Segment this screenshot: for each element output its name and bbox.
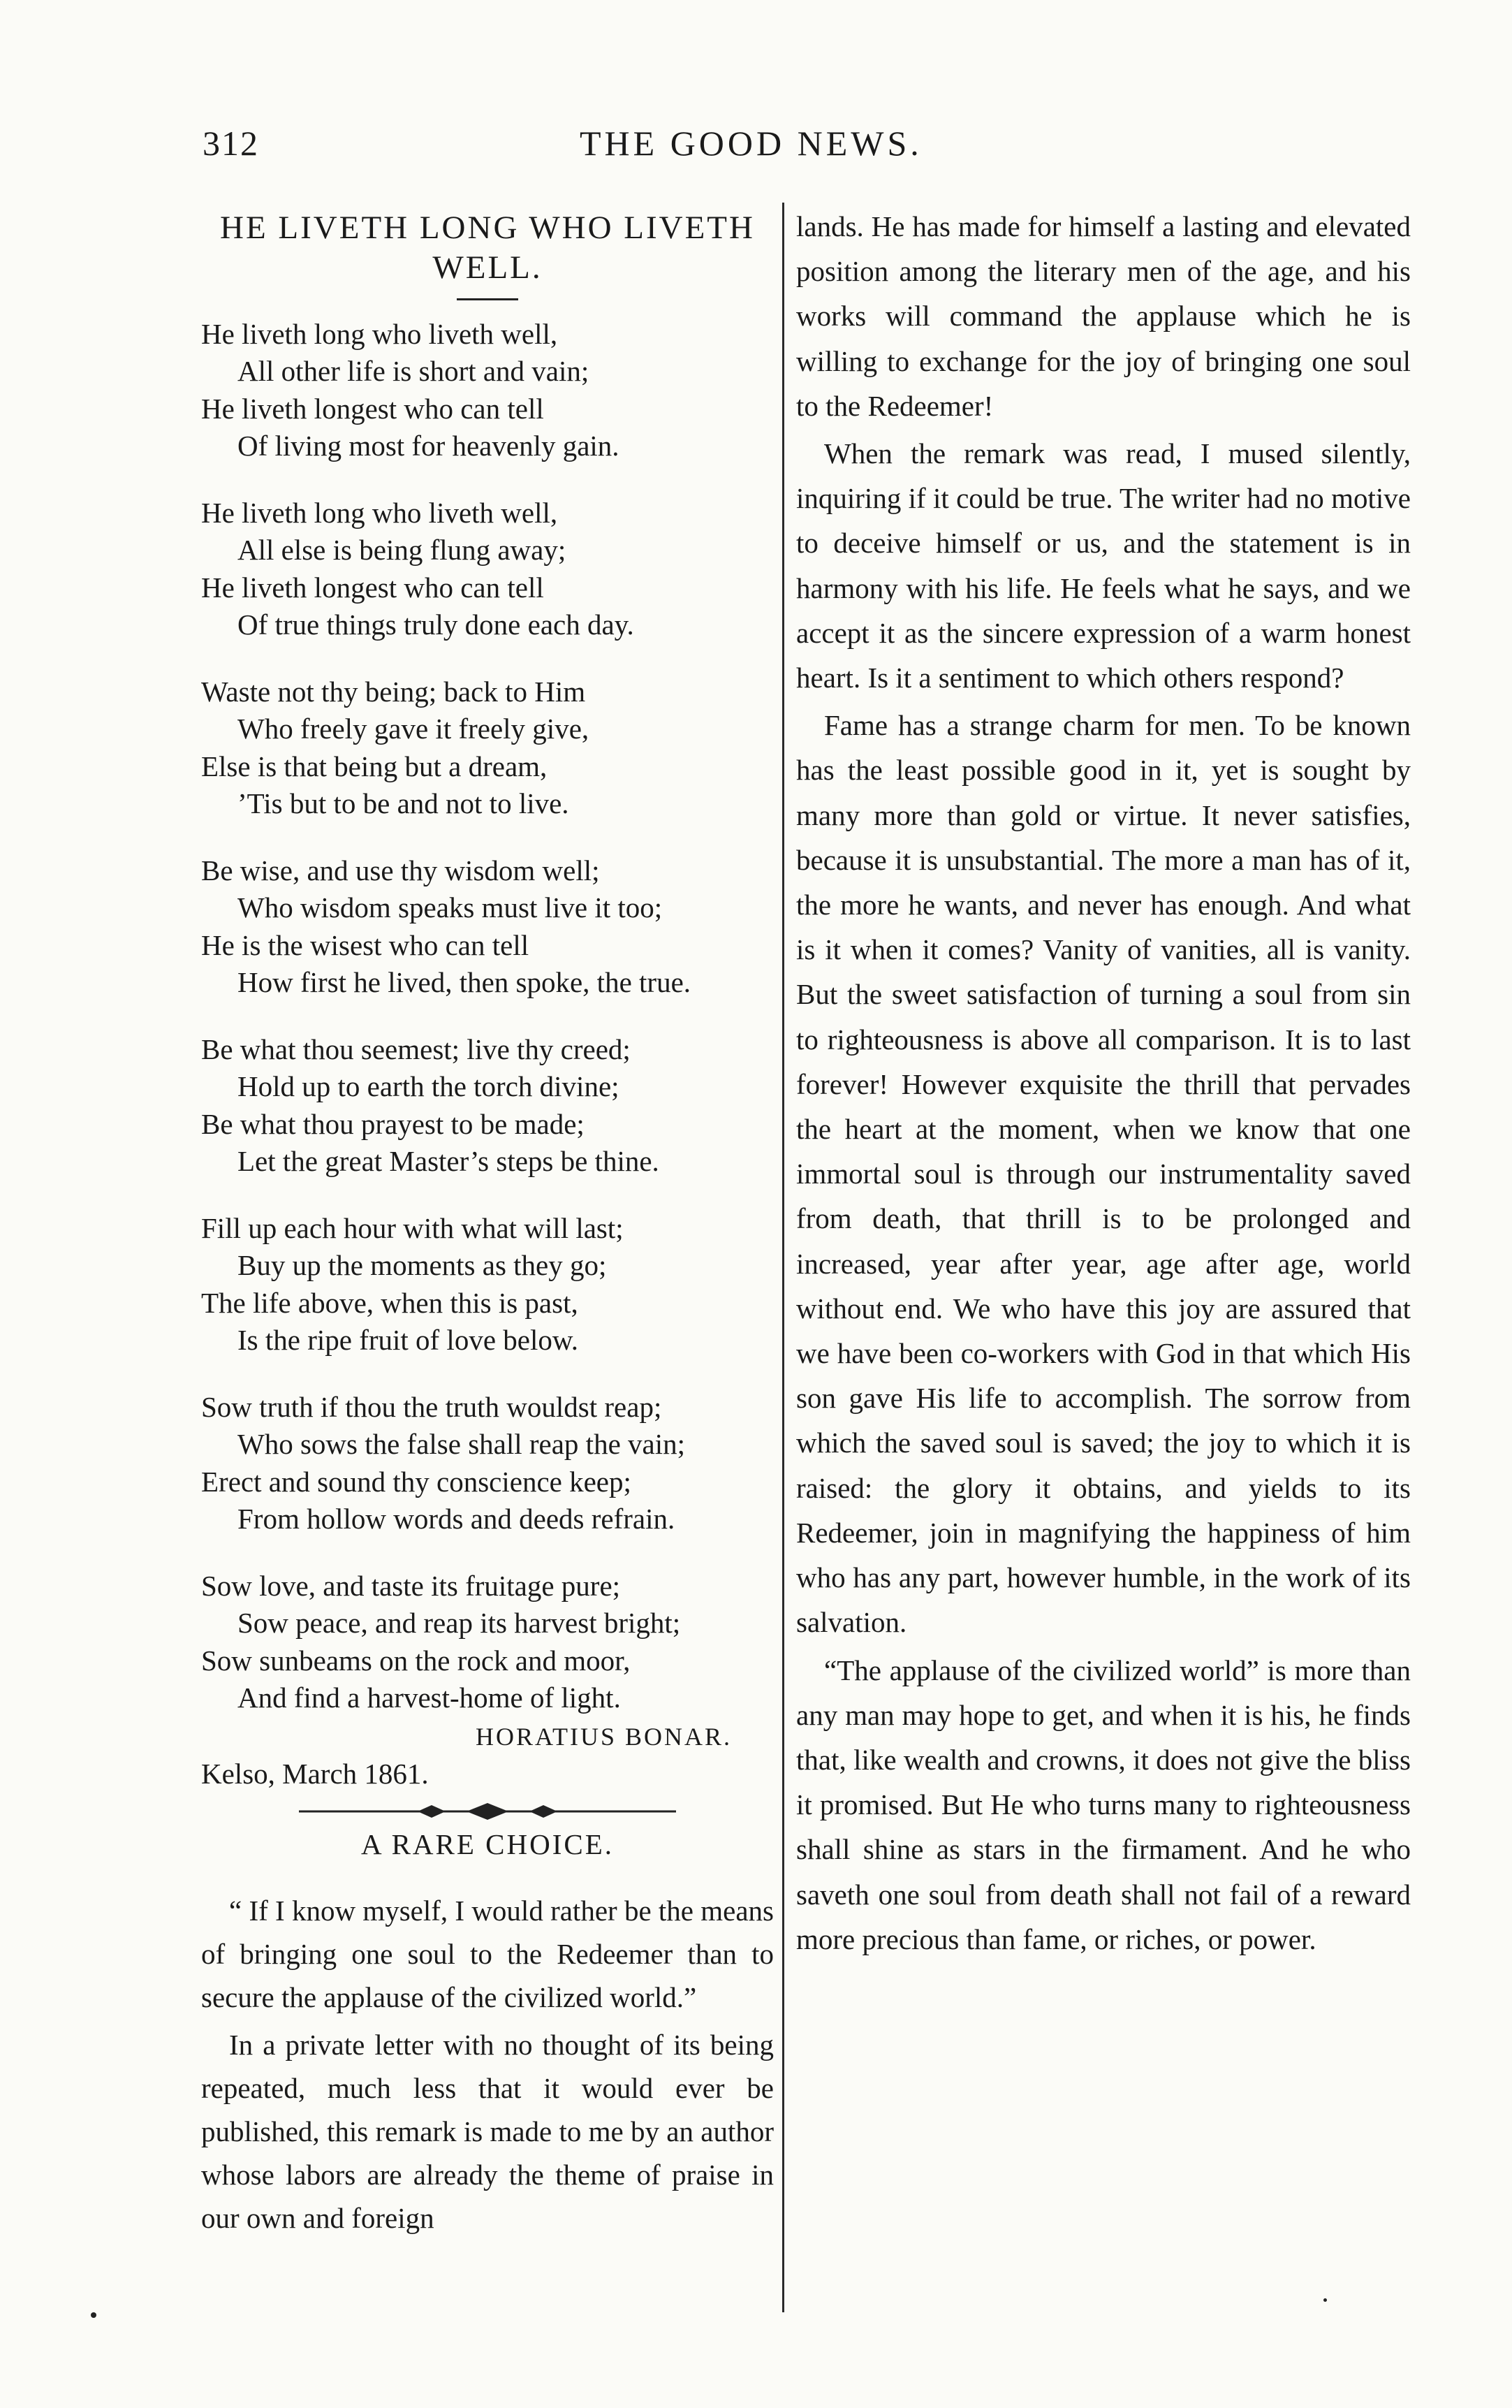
poem-line: Buy up the moments as they go; bbox=[237, 1249, 607, 1282]
poem-line: All else is being flung away; bbox=[237, 534, 566, 567]
poem-line: Fill up each hour with what will last; bbox=[201, 1211, 624, 1244]
left-column bbox=[201, 196, 774, 2240]
poem-line: Sow peace, and reap its harvest bright; bbox=[237, 1607, 681, 1640]
article-paragraph: “The applause of the civilized world” is more than any man may hope to get, and when it is his, he finds that, like wealth and crowns, it does not give the bliss it promised. But He who turns many to righteousness shall shine as stars in the firmament. And he who saveth one soul from death shall not fail of a reward more precious than fame, or riches, or power. bbox=[796, 1654, 1411, 1955]
poem-line: From hollow words and deeds refrain. bbox=[237, 1503, 675, 1535]
right-column bbox=[796, 204, 1411, 1962]
poem-stanza bbox=[201, 1389, 774, 1538]
poem-line: And find a harvest-home of light. bbox=[237, 1681, 621, 1714]
poem-line: He liveth longest who can tell bbox=[201, 571, 544, 604]
poem-line: Sow sunbeams on the rock and moor, bbox=[201, 1644, 631, 1677]
poem-line: Sow love, and taste its fruitage pure; bbox=[201, 1569, 621, 1602]
title-rule bbox=[457, 298, 518, 300]
poem-stanza bbox=[201, 495, 774, 644]
poem-line: Of true things truly done each day. bbox=[237, 608, 634, 641]
poem-line: ’Tis but to be and not to live. bbox=[237, 787, 569, 820]
poem-line: All other life is short and vain; bbox=[237, 355, 589, 388]
article-paragraph: When the remark was read, I mused silently, inquiring if it could be true. The writer had no motive to deceive himself or us, and the statement is in harmony with his life. He feels what he says, and we accept it as the sincere expression of a warm honest heart. Is it a sentiment to which others respond? bbox=[796, 437, 1411, 694]
page-header bbox=[203, 123, 1404, 172]
poem-line: Who sows the false shall reap the vain; bbox=[237, 1428, 686, 1461]
ink-speck bbox=[91, 2312, 96, 2318]
article-paragraph: “ If I know myself, I would rather be the means of bringing one soul to the Redeemer than to secure the applause of the civilized world.” bbox=[201, 1894, 774, 2013]
ink-speck bbox=[1323, 2298, 1327, 2302]
poem-line: Sow truth if thou the truth wouldst reap; bbox=[201, 1390, 662, 1423]
article-title: A RARE CHOICE. bbox=[360, 1827, 615, 1860]
poem-line: Hold up to earth the torch divine; bbox=[237, 1070, 619, 1103]
poem-line: Who freely gave it freely give, bbox=[237, 713, 589, 745]
poem-line: He liveth long who liveth well, bbox=[201, 317, 558, 350]
section-ornament bbox=[201, 1801, 774, 1822]
poem-line: How first he lived, then spoke, the true. bbox=[237, 966, 691, 999]
article-paragraph: lands. He has made for himself a lasting and elevated position among the literary men of the age, and his works will command the applause which he is willing to exchange for the joy of bringing one soul to the Redeemer! bbox=[796, 210, 1411, 422]
poem-stanza bbox=[201, 673, 774, 823]
poem-line: He liveth long who liveth well, bbox=[201, 496, 558, 529]
poem-line: Else is that being but a dream, bbox=[201, 750, 548, 782]
poem-line: He liveth longest who can tell bbox=[201, 392, 544, 425]
poem-stanza bbox=[201, 1210, 774, 1359]
poem-line: Erect and sound thy conscience keep; bbox=[201, 1465, 631, 1498]
column-divider bbox=[782, 203, 784, 2312]
poem-body bbox=[201, 316, 774, 1717]
poem-line: Is the ripe fruit of love below. bbox=[237, 1324, 579, 1357]
poem-line: Be what thou seemest; live thy creed; bbox=[201, 1032, 631, 1065]
poem-stanza bbox=[201, 316, 774, 465]
poem-author: HORATIUS BONAR. bbox=[475, 1722, 732, 1751]
poem-stanza bbox=[201, 1031, 774, 1181]
poem-stanza bbox=[201, 852, 774, 1002]
poem-line: Who wisdom speaks must live it too; bbox=[237, 891, 663, 924]
poem-line: Be what thou prayest to be made; bbox=[201, 1107, 585, 1140]
poem-line: The life above, when this is past, bbox=[201, 1286, 578, 1319]
poem-stanza bbox=[201, 1568, 774, 1717]
page-number: 312 bbox=[203, 124, 259, 163]
poem-dateline: Kelso, March 1861. bbox=[201, 1757, 429, 1790]
poem-line: Let the great Master’s steps be thine. bbox=[237, 1145, 659, 1178]
article-paragraph: In a private letter with no thought of its being repeated, much less that it would ever be published, this remark is made to me by an author whose labors are already the theme of praise in our own and foreign bbox=[201, 2028, 774, 2234]
poem-title: HE LIVETH LONG WHO LIVETH WELL. bbox=[220, 210, 755, 286]
poem-line: Of living most for heavenly gain. bbox=[237, 430, 619, 462]
poem-line: Waste not thy being; back to Him bbox=[201, 675, 586, 708]
poem-line: He is the wisest who can tell bbox=[201, 928, 529, 961]
article-paragraph: Fame has a strange charm for men. To be known has the least possible good in it, yet is sought by many more than gold or virtue. It never satisfies, because it is unsubstantial. The more a man has of it, the more he wants, and never has enough. And what is it when it comes? Vanity of vanities, all is vanity. But the sweet satisfaction of turning a soul from sin to righteousness is above all comparison. It is to last forever! However exquisite the thrill that pervades the heart at the moment, when we know that one immortal soul is through our instrumentality saved from death, that thrill is to be prolonged and increased, year after year, age after age, world without end. We who have this joy are assured that we have been co-workers with God in that which His son gave His life to accomplish. The sorrow from which the saved soul is saved; the joy to which it is raised: the glory it obtains, and yields to its Redeemer, join in magnifying the happiness of him who has any part, however humble, in the work of its salvation. bbox=[796, 709, 1411, 1639]
poem-line: Be wise, and use thy wisdom well; bbox=[201, 854, 600, 886]
running-title: THE GOOD NEWS. bbox=[580, 124, 923, 163]
